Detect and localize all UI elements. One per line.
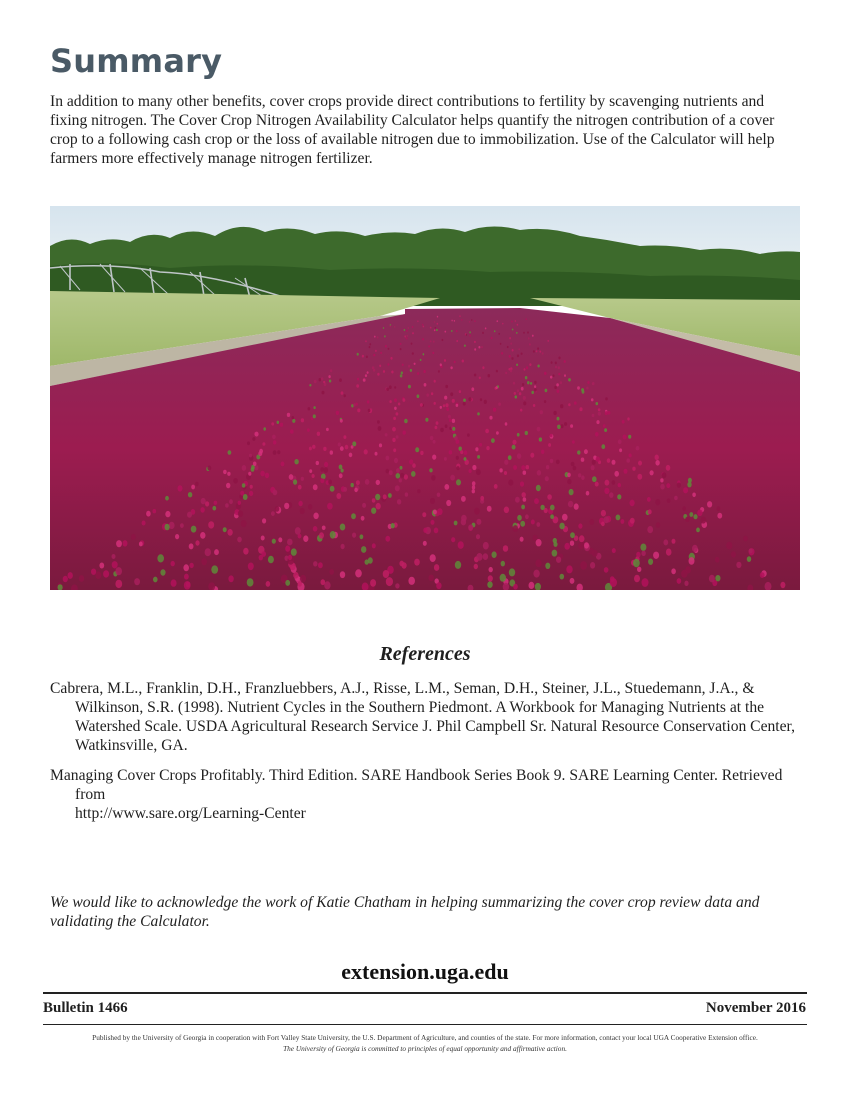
reference-text: Managing Cover Crops Profitably. Third Edition. SARE Handbook Series Book 9. SARE Learning Center. Retrieved from [50, 767, 783, 803]
summary-paragraph: In addition to many other benefits, cover crops provide direct contributions to fertility by scavenging nutrients and fixing nitrogen. The Cover Crop Nitrogen Availability Calculator helps quantify the nitrogen contribution of a cover crop to a following cash crop or the loss of available nitrogen due to immobilization. Use of the Calculator will help farmers more effectively manage nitrogen fertilizer. [50, 93, 775, 167]
clover-field-photo [50, 206, 800, 590]
bulletin-number: Bulletin 1466 [43, 1000, 128, 1016]
reference-link[interactable]: http://www.sare.org/Learning-Center [75, 805, 306, 822]
publication-date: November 2016 [705, 1000, 806, 1016]
equal-opportunity-note: The University of Georgia is committed to principles of equal opportunity and affirmative action. [283, 1044, 567, 1053]
references-heading: References [379, 643, 471, 665]
website-link[interactable]: extension.uga.edu [341, 959, 509, 984]
reference-entry [50, 766, 800, 823]
publisher-note: Published by the University of Georgia in cooperation with Fort Valley State University, the U.S. Department of Agriculture, and counties of the state. For more information, contact your local UGA Cooperative Extension office. [92, 1033, 758, 1042]
reference-entry: Cabrera, M.L., Franklin, D.H., Franzluebbers, A.J., Risse, L.M., Seman, D.H., Steiner, J.L., Stuedemann, J.A., & Wilkinson, S.R. (1998). Nutrient Cycles in the Southern Piedmont. A Workbook for Managing Nutrients at the Watershed Scale. USDA Agricultural Research Service J. Phil Campbell Sr. Natural Resource Conservation Center, Watkinsville, GA. [50, 680, 796, 754]
footer-divider [43, 1024, 807, 1025]
acknowledgement: We would like to acknowledge the work of Katie Chatham in helping summarizing the cover crop review data and validating the Calculator. [50, 894, 760, 930]
references-list [50, 679, 800, 834]
footer-divider [43, 992, 807, 994]
page-title: Summary [50, 42, 223, 80]
